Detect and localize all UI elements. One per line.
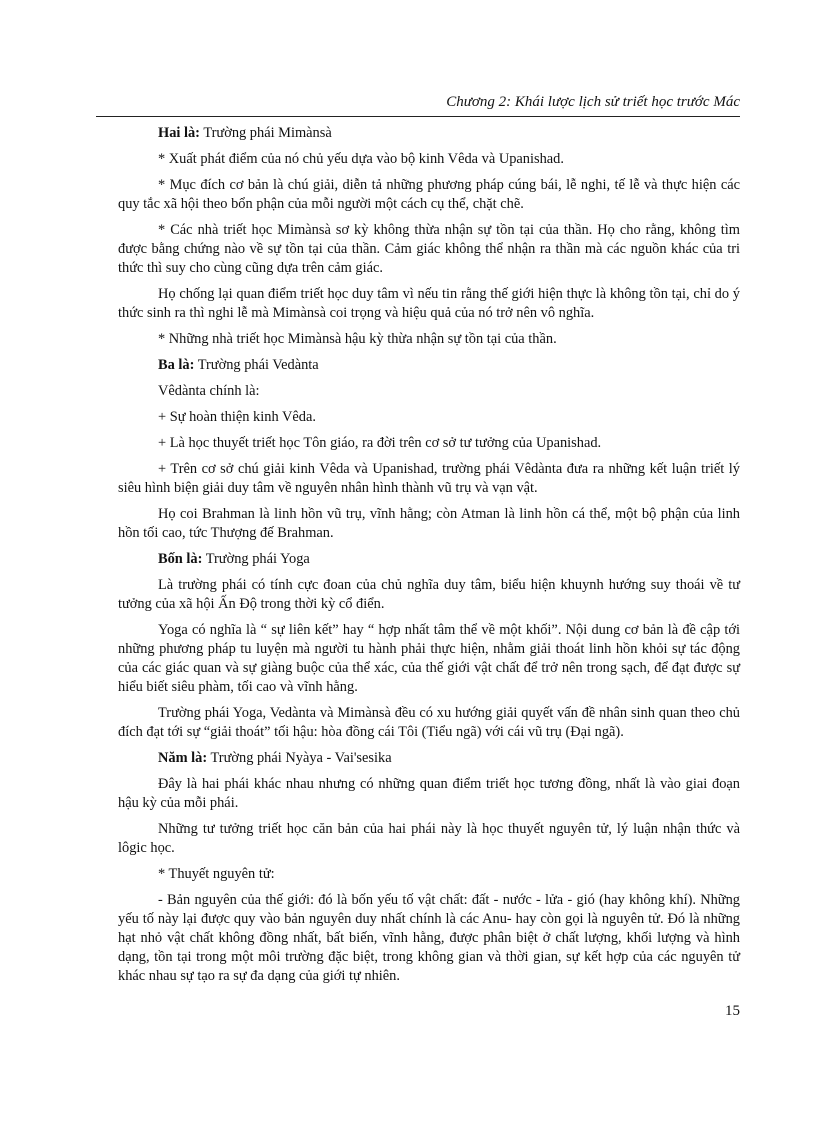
section-heading-label: Ba là: [158, 357, 195, 373]
paragraph: Họ chống lại quan điểm triết học duy tâm vì nếu tin rằng thế giới hiện thực là không tồn tại, chỉ do ý thức sinh ra thì nghi lễ mà Mimànsà coi trọng và hiệu quả của nó trở nên vô nghĩa. [118, 286, 740, 321]
section-heading [118, 550, 740, 569]
paragraph: * Những nhà triết học Mimànsà hậu kỳ thừa nhận sự tồn tại của thần. [158, 331, 557, 347]
section-heading [118, 356, 740, 375]
paragraph: Trường phái Yoga, Vedànta và Mimànsà đều có xu hướng giải quyết vấn đề nhân sinh quan theo chủ đích đạt tới sự “giải thoát” tối hậu: hòa đồng cái Tôi (Tiểu ngã) với cái vũ trụ (Đại ngã). [118, 705, 740, 740]
page-number: 15 [725, 1003, 740, 1019]
paragraph: Đây là hai phái khác nhau nhưng có những quan điểm triết học tương đồng, nhất là vào giai đoạn hậu kỳ của mỗi phái. [118, 776, 740, 811]
paragraph: + Trên cơ sở chú giải kinh Vêda và Upanishad, trường phái Vêdànta đưa ra những kết luận triết lý siêu hình biện giải duy tâm về nguyên nhân hình thành vũ trụ và vạn vật. [118, 461, 740, 496]
section-heading-text: Trường phái Vedànta [197, 357, 319, 373]
paragraph: * Thuyết nguyên tử: [158, 866, 275, 882]
paragraph: * Các nhà triết học Mimànsà sơ kỳ không thừa nhận sự tồn tại của thần. Họ cho rằng, không tìm được bằng chứng nào về sự tồn tại của thần. Cảm giác không thể nhận ra thần mà các nguồn khác của tri thức thì suy cho cùng cũng dựa trên cảm giác. [118, 222, 740, 276]
page-body [118, 124, 740, 993]
section-heading [118, 124, 740, 143]
paragraph: + Là học thuyết triết học Tôn giáo, ra đời trên cơ sở tư tưởng của Upanishad. [158, 435, 602, 451]
paragraph: + Sự hoàn thiện kinh Vêda. [158, 409, 316, 425]
section-heading-text: Trường phái Yoga [205, 551, 310, 567]
section-heading-label: Bốn là: [158, 551, 203, 567]
header-rule [96, 116, 740, 117]
paragraph: * Mục đích cơ bản là chú giải, diễn tả những phương pháp cúng bái, lễ nghi, tế lễ và thực hiện các quy tắc xã hội theo bổn phận của mỗi người một cách cụ thể, chặt chẽ. [118, 177, 740, 212]
paragraph: Những tư tưởng triết học căn bản của hai phái này là học thuyết nguyên tử, lý luận nhận thức và lôgic học. [118, 821, 740, 856]
paragraph: Vêdànta chính là: [158, 383, 260, 399]
paragraph: Yoga có nghĩa là “ sự liên kết” hay “ hợp nhất tâm thể về một khối”. Nội dung cơ bản là đề cập tới những phương pháp tu luyện mà người tu hành phải thực hiện, nhằm giải thoát linh hồn khỏi sự tác động của các giác quan và sự giàng buộc của thể xác, của thế giới vật chất để trở nên trong sạch, để đạt được sự hiểu biết siêu phàm, tối cao và vĩnh hằng. [118, 622, 740, 695]
paragraph: - Bản nguyên của thế giới: đó là bốn yếu tố vật chất: đất - nước - lửa - gió (hay không khí). Những yếu tố này lại được quy vào bản nguyên duy nhất chính là các Anu- hay còn gọi là nguyên tử. Đó là những hạt nhỏ vật chất không đồng nhất, bất biến, vĩnh hằng, được phân biệt ở chất lượng, khối lượng và hình dạng, tồn tại trong một môi trường đặc biệt, trong không gian và thời gian, sự kết hợp của các nguyên tử khác nhau sự tạo ra sự đa dạng của giới tự nhiên. [118, 892, 740, 984]
paragraph: * Xuất phát điểm của nó chủ yếu dựa vào bộ kinh Vêda và Upanishad. [158, 151, 564, 167]
section-heading [118, 749, 740, 768]
section-heading-text: Trường phái Mimànsà [203, 125, 332, 141]
paragraph: Là trường phái có tính cực đoan của chủ nghĩa duy tâm, biểu hiện khuynh hướng suy thoái về tư tưởng của xã hội Ấn Độ trong thời kỳ cổ điển. [118, 577, 740, 612]
paragraph: Họ coi Brahman là linh hồn vũ trụ, vĩnh hằng; còn Atman là linh hồn cá thể, một bộ phận của linh hồn tối cao, tức Thượng đế Brahman. [118, 506, 740, 541]
section-heading-label: Hai là: [158, 125, 200, 141]
chapter-header: Chương 2: Khái lược lịch sử triết học trước Mác [446, 94, 740, 110]
section-heading-label: Năm là: [158, 750, 208, 766]
section-heading-text: Trường phái Nyàya - Vai'sesika [210, 750, 392, 766]
